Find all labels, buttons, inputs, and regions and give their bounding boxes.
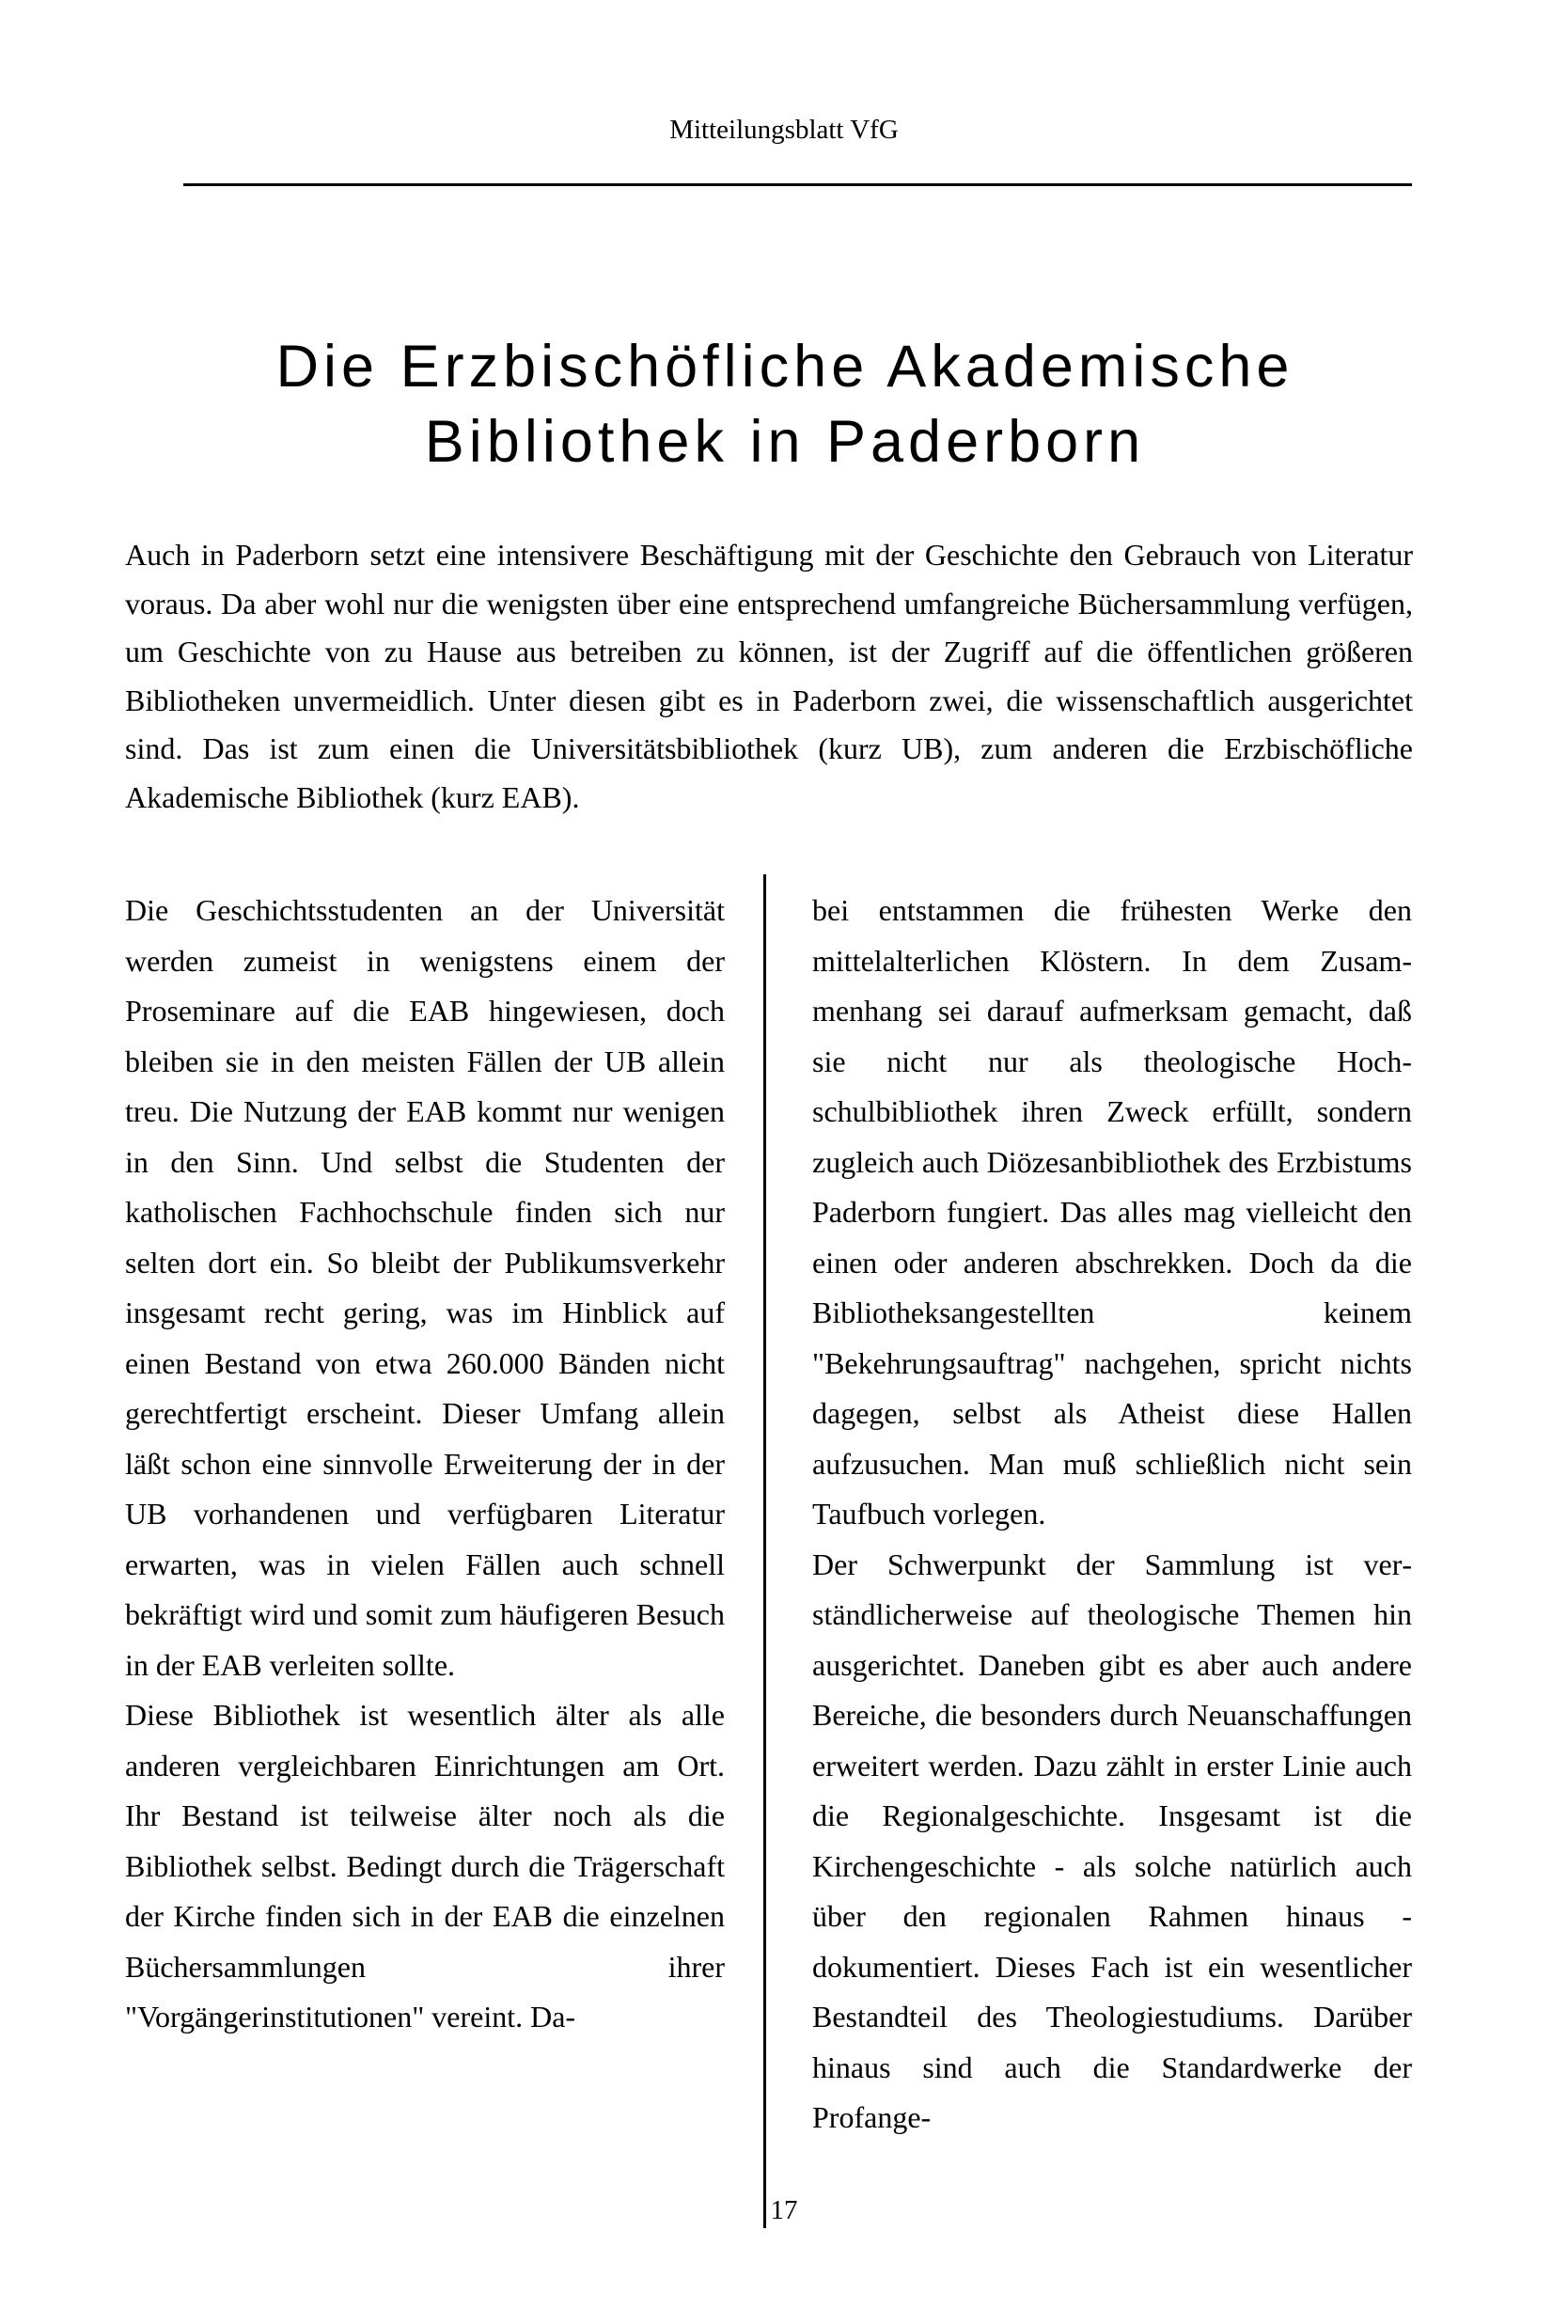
article-title-line-2: Bibliothek in Paderborn [424,409,1146,475]
right-column-paragraph-1: bei entstammen die frühesten Werke den mittelalterlichen Klöstern. In dem Zusammenhang sei darauf aufmerksam gemacht, daß sie nicht nur als theologische Hochschulbibliothek ihren Zweck erfüllt, sondern zugleich auch Diözesanbibliothek des Erzbistums Paderborn fungiert. Das alles mag vielleicht den einen oder anderen abschrekken. Doch da die Bibliotheksangestellten keinem "Bekehrungsauftrag" nachgehen, spricht nichts dagegen, selbst als Atheist diese Hallen aufzusuchen. Man muß schließlich nicht sein Taufbuch vorlegen. [812,893,1412,1531]
running-header: Mitteilungsblatt VfG [669,115,899,145]
right-column [812,886,1412,2143]
page-number: 17 [770,2195,798,2225]
column-divider [763,874,766,2228]
left-column-paragraph-2: Diese Bibliothek ist wesentlich älter als alle anderen vergleichbaren Einrichtungen am Ort. Ihr Bestand ist teilweise älter noch als die Bibliothek selbst. Bedingt durch die Trägerschaft der Kirche finden sich in der EAB die einzelnen Büchersammlungen ihrer "Vorgängerinstitutionen" vereint. Da- [125,1698,725,2034]
article-title [150,329,1419,479]
right-column-paragraph-2: Der Schwerpunkt der Sammlung ist verständlicherweise auf theologische Themen hin ausgerichtet. Daneben gibt es aber auch andere Bereiche, die besonders durch Neuanschaffungen erweitert werden. Dazu zählt in erster Linie auch die Regionalgeschichte. Insgesamt ist die Kirchengeschichte - als solche natürlich auch über den regionalen Rahmen hinaus - dokumentiert. Dieses Fach ist ein wesentlicher Bestandteil des Theologiestudiums. Darüber hinaus sind auch die Standardwerke der Profange- [812,1547,1412,2134]
intro-paragraph: Auch in Paderborn setzt eine intensivere Beschäftigung mit der Geschichte den Gebrauch von Literatur voraus. Da aber wohl nur die wenigsten über eine entsprechend umfangreiche Büchersammlung verfügen, um Geschichte von zu Hause aus betreiben zu können, ist der Zugriff auf die öffentlichen größeren Bibliotheken unvermeidlich. Unter diesen gibt es in Paderborn zwei, die wissenschaftlich ausgerichtet sind. Das ist zum einen die Universitätsbibliothek (kurz UB), zum anderen die Erzbischöfliche Akademische Bibliothek (kurz EAB). [125,538,1413,814]
left-column-paragraph-1: Die Geschichtsstudenten an der Universität werden zumeist in wenigstens einem der Proseminare auf die EAB hingewiesen, doch bleiben sie in den meisten Fällen der UB allein treu. Die Nutzung der EAB kommt nur wenigen in den Sinn. Und selbst die Studenten der katholischen Fachhochschule finden sich nur selten dort ein. So bleibt der Publikumsverkehr insgesamt recht gering, was im Hinblick auf einen Bestand von etwa 260.000 Bänden nicht gerechtfertigt erscheint. Dieser Umfang allein läßt schon eine sinnvolle Erweiterung der in der UB vorhandenen und verfügbaren Literatur erwarten, was in vielen Fällen auch schnell bekräftigt wird und somit zum häufigeren Besuch in der EAB verleiten sollte. [125,893,725,1682]
header-rule [183,183,1412,186]
article-title-line-1: Die Erzbischöfliche Akademische [275,334,1294,400]
left-column [125,886,725,2043]
